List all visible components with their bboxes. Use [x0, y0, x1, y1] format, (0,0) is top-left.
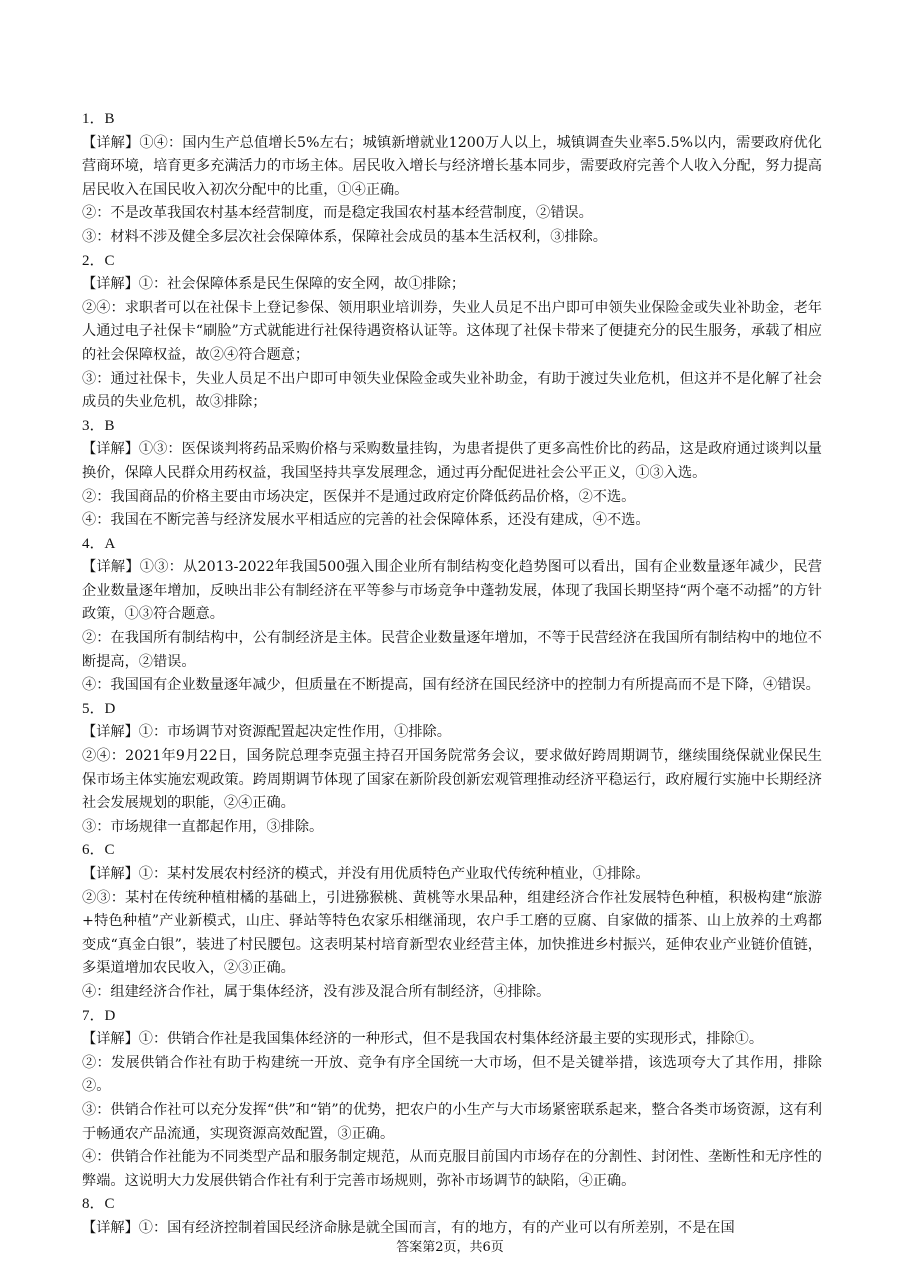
explanation-paragraph: ④：组建经济合作社，属于集体经济，没有涉及混合所有制经济，④排除。	[82, 983, 551, 1000]
answer-item	[82, 1193, 822, 1240]
answer-heading: 6．C	[82, 842, 115, 859]
explanation-paragraph: ②：我国商品的价格主要由市场决定，医保并不是通过政府定价降低药品价格，②不选。	[82, 488, 636, 505]
answer-heading: 5．D	[82, 700, 116, 717]
answer-item	[82, 108, 822, 250]
answer-item	[82, 1005, 822, 1194]
explanation-paragraph: 【详解】①③：从2013-2022年我国500强入围企业所有制结构变化趋势图可以看出，国有企业数量逐年减少，民营企业数量逐年增加，反映出非公有制经济在平等参与市场竞争中蓬勃发展，体现了我国长期坚持“两个毫不动摇”的方针政策，①③符合题意。	[82, 559, 822, 623]
explanation-paragraph: ③：市场规律一直都起作用，③排除。	[82, 818, 324, 835]
explanation-paragraph: ④：供销合作社能为不同类型产品和服务制定规范，从而克服目前国内市场存在的分割性、封闭性、垄断性和无序性的弊端。这说明大力发展供销合作社有利于完善市场规则，弥补市场调节的缺陷，④正确。	[82, 1149, 822, 1189]
explanation-paragraph: ②：在我国所有制结构中，公有制经济是主体。民营企业数量逐年增加，不等于民营经济在我国所有制结构中的地位不断提高，②错误。	[82, 630, 822, 670]
answer-heading: 4．A	[82, 535, 116, 552]
explanation-paragraph: ④：我国国有企业数量逐年减少，但质量在不断提高，国有经济在国民经济中的控制力有所提高而不是下降，④错误。	[82, 677, 820, 694]
explanation-paragraph: 【详解】①：社会保障体系是民生保障的安全网，故①排除；	[82, 276, 466, 293]
explanation-paragraph: ③：通过社保卡，失业人员足不出户即可申领失业保险金或失业补助金，有助于渡过失业危机，但这并不是化解了社会成员的失业危机，故③排除；	[82, 370, 822, 411]
explanation-paragraph: ②：不是改革我国农村基本经营制度，而是稳定我国农村基本经营制度，②错误。	[82, 205, 593, 222]
explanation-paragraph: ②③：某村在传统种植柑橘的基础上，引进猕猴桃、黄桃等水果品种，组建经济合作社发展特色种植，积极构建“旅游+特色种植”产业新模式，山庄、驿站等特色农家乐相继涌现，农户手工磨的豆腐、自家做的擂茶、山上放养的土鸡都变成“真金白银”，装进了村民腰包。这表明某村培育新型农业经营主体，加快推进乡村振兴，延伸农业产业链价值链，多渠道增加农民收入，②③正确。	[82, 889, 822, 977]
explanation-paragraph: ②：发展供销合作社有助于构建统一开放、竞争有序全国统一大市场，但不是关键举措，该选项夸大了其作用，排除②。	[82, 1054, 822, 1095]
explanation-paragraph: ③：供销合作社可以充分发挥“供”和“销”的优势，把农户的小生产与大市场紧密联系起来，整合各类市场资源，这有利于畅通农产品流通，实现资源高效配置，③正确。	[82, 1101, 822, 1142]
explanation-paragraph: 【详解】①④：国内生产总值增长5%左右；城镇新增就业1200万人以上，城镇调查失业率5.5%以内，需要政府优化营商环境，培育更多充满活力的市场主体。居民收入增长与经济增长基本同步，需要政府完善个人收入分配，努力提高居民收入在国民收入初次分配中的比重，①④正确。	[82, 134, 822, 198]
answer-heading: 3．B	[82, 417, 115, 434]
answer-item	[82, 250, 822, 415]
explanation-paragraph: 【详解】①：市场调节对资源配置起决定性作用，①排除。	[82, 724, 451, 741]
answer-heading: 8．C	[82, 1196, 115, 1213]
explanation-paragraph: 【详解】①：某村发展农村经济的模式，并没有用优质特色产业取代传统种植业，①排除。	[82, 866, 650, 882]
explanation-paragraph: ②④：2021年9月22日，国务院总理李克强主持召开国务院常务会议，要求做好跨周期调节，继续围绕保就业保民生保市场主体实施宏观政策。跨周期调节体现了国家在新阶段创新宏观管理推动经济平稳运行，政府履行实施中长期经济社会发展规划的职能，②④正确。	[82, 748, 822, 812]
answer-item	[82, 533, 822, 698]
explanation-paragraph: 【详解】①③：医保谈判将药品采购价格与采购数量挂钩，为患者提供了更多高性价比的药品，这是政府通过谈判以量换价，保障人民群众用药权益，我国坚持共享发展理念，通过再分配促进社会公平正义，①③入选。	[82, 441, 822, 481]
answer-heading: 2．C	[82, 252, 115, 269]
explanation-paragraph: 【详解】①：供销合作社是我国集体经济的一种形式，但不是我国农村集体经济最主要的实现形式，排除①。	[82, 1031, 764, 1048]
answer-content	[82, 108, 822, 1241]
answer-item	[82, 415, 822, 533]
answer-heading: 1．B	[82, 111, 115, 127]
explanation-paragraph: ③：材料不涉及健全多层次社会保障体系，保障社会成员的基本生活权利，③排除。	[82, 228, 607, 245]
explanation-paragraph: ④：我国在不断完善与经济发展水平相适应的完善的社会保障体系，还没有建成，④不选。	[82, 512, 650, 529]
explanation-paragraph: 【详解】①：国有经济控制着国民经济命脉是就全国而言，有的地方，有的产业可以有所差别，不是在国	[82, 1219, 735, 1236]
answer-item	[82, 839, 822, 1004]
explanation-paragraph: ②④：求职者可以在社保卡上登记参保、领用职业培训券，失业人员足不出户即可申领失业保险金或失业补助金，老年人通过电子社保卡“刷脸”方式就能进行社保待遇资格认证等。这体现了社保卡带来了便捷充分的民生服务，承载了相应的社会保障权益，故②④符合题意；	[82, 299, 822, 363]
answer-item	[82, 698, 822, 840]
page-footer: 答案第2页，共6页	[396, 1240, 504, 1255]
answer-heading: 7．D	[82, 1007, 116, 1024]
